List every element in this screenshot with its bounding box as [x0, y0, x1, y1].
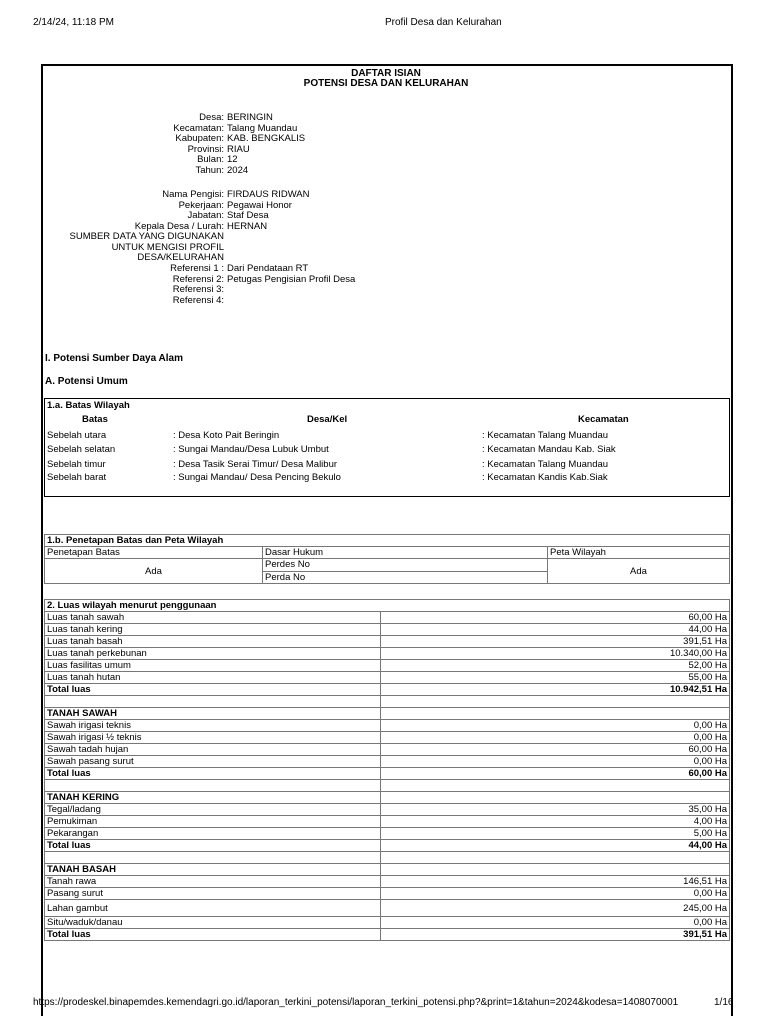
label-tahun: Tahun: — [195, 164, 224, 176]
kering-label: Tegal/ladang — [45, 804, 381, 816]
label-desa: Desa: — [199, 112, 224, 123]
page-number: 1/16 — [714, 997, 734, 1008]
batas-kec: : Kecamatan Talang Muandau — [482, 459, 609, 470]
value-provinsi: RIAU — [227, 143, 250, 155]
value-nama-pengisi: FIRDAUS RIDWAN — [227, 189, 310, 200]
batas-kec: : Kecamatan Mandau Kab. Siak — [482, 444, 616, 455]
sawah-value: 0,00 Ha — [381, 756, 730, 768]
label-sumber-1: SUMBER DATA YANG DIGUNAKAN — [69, 231, 224, 242]
sawah-label: Sawah pasang surut — [45, 756, 381, 768]
sawah-total-label: Total luas — [45, 768, 381, 780]
perda-no: Perda No — [263, 571, 548, 584]
batas-wilayah-box — [44, 398, 730, 497]
label-referensi-3: Referensi 3: — [172, 284, 224, 295]
batas-desa: : Desa Koto Pait Beringin — [173, 430, 280, 441]
value-bulan: 12 — [227, 154, 238, 165]
sawah-label: Sawah tadah hujan — [45, 744, 381, 756]
peta-wilayah-header: Peta Wilayah — [548, 547, 730, 559]
label-referensi-4: Referensi 4: — [172, 294, 224, 306]
batas-desa: : Desa Tasik Serai Timur/ Desa Malibur — [173, 459, 338, 470]
penetapan-batas-table — [44, 534, 730, 584]
print-doc-title: Profil Desa dan Kelurahan — [385, 17, 502, 28]
basah-value: 245,00 Ha — [381, 900, 730, 917]
value-kepala-desa: HERNAN — [227, 220, 268, 232]
label-referensi-1: Referensi 1 : — [170, 263, 224, 274]
kering-title: TANAH KERING — [45, 792, 381, 804]
luas-label: Luas tanah sawah — [45, 612, 381, 624]
luas-total-label: Total luas — [45, 684, 381, 696]
label-provinsi: Provinsi: — [187, 143, 224, 155]
peta-wilayah-value: Ada — [548, 559, 730, 584]
sawah-value: 0,00 Ha — [381, 732, 730, 744]
basah-label: Tanah rawa — [45, 876, 381, 888]
value-referensi-2: Petugas Pengisian Profil Desa — [227, 273, 356, 285]
value-kecamatan: Talang Muandau — [227, 122, 298, 134]
basah-value: 0,00 Ha — [381, 917, 730, 929]
title-potensi: POTENSI DESA DAN KELURAHAN — [303, 78, 469, 89]
label-kecamatan: Kecamatan: — [173, 122, 224, 134]
kering-total-value: 44,00 Ha — [381, 840, 730, 852]
luas-title: 2. Luas wilayah menurut penggunaan — [45, 600, 730, 612]
section-potensi-umum: A. Potensi Umum — [45, 376, 128, 387]
luas-value: 10.340,00 Ha — [381, 648, 730, 660]
luas-label: Luas tanah perkebunan — [45, 648, 381, 660]
luas-value: 52,00 Ha — [381, 660, 730, 672]
value-referensi-1: Dari Pendataan RT — [227, 263, 309, 274]
batas-side: Sebelah selatan — [47, 444, 116, 455]
value-jabatan: Staf Desa — [227, 210, 269, 221]
luas-value: 44,00 Ha — [381, 624, 730, 636]
kering-label: Pemukiman — [45, 816, 381, 828]
basah-value: 0,00 Ha — [381, 888, 730, 900]
batas-kec: : Kecamatan Kandis Kab.Siak — [482, 472, 608, 483]
label-sumber-3: DESA/KELURAHAN — [137, 252, 224, 263]
print-datetime: 2/14/24, 11:18 PM — [33, 17, 114, 28]
batas-wilayah-title: 1.a. Batas Wilayah — [47, 400, 130, 411]
basah-label: Pasang surut — [45, 888, 381, 900]
section-potensi-sda: I. Potensi Sumber Daya Alam — [45, 353, 184, 364]
batas-kec: : Kecamatan Talang Muandau — [482, 430, 609, 441]
sawah-total-value: 60,00 Ha — [381, 768, 730, 780]
luas-value: 391,51 Ha — [381, 636, 730, 648]
label-kabupaten: Kabupaten: — [175, 133, 224, 144]
luas-value: 55,00 Ha — [381, 672, 730, 684]
batas-header-desa: Desa/Kel — [307, 414, 348, 425]
kering-value: 5,00 Ha — [381, 828, 730, 840]
penetapan-title: 1.b. Penetapan Batas dan Peta Wilayah — [45, 535, 730, 547]
luas-label: Luas tanah basah — [45, 636, 381, 648]
luas-label: Luas tanah hutan — [45, 672, 381, 684]
luas-label: Luas tanah kering — [45, 624, 381, 636]
basah-total-label: Total luas — [45, 929, 381, 941]
penetapan-header: Penetapan Batas — [45, 547, 263, 559]
luas-value: 60,00 Ha — [381, 612, 730, 624]
label-bulan: Bulan: — [197, 154, 224, 165]
basah-value: 146,51 Ha — [381, 876, 730, 888]
sawah-title: TANAH SAWAH — [45, 708, 381, 720]
batas-side: Sebelah timur — [47, 459, 106, 470]
basah-label: Situ/waduk/danau — [45, 917, 381, 929]
sawah-label: Sawah irigasi teknis — [45, 720, 381, 732]
batas-header-kecamatan: Kecamatan — [578, 414, 629, 425]
sawah-value: 60,00 Ha — [381, 744, 730, 756]
luas-total-value: 10.942,51 Ha — [381, 684, 730, 696]
value-desa: BERINGIN — [227, 112, 273, 123]
kering-value: 35,00 Ha — [381, 804, 730, 816]
title-daftar-isian: DAFTAR ISIAN — [351, 68, 421, 79]
batas-desa: : Sungai Mandau/ Desa Pencing Bekulo — [173, 472, 341, 483]
batas-side: Sebelah utara — [47, 430, 107, 441]
label-jabatan: Jabatan: — [187, 210, 224, 221]
basah-title: TANAH BASAH — [45, 864, 381, 876]
label-pekerjaan: Pekerjaan: — [178, 199, 224, 211]
sawah-value: 0,00 Ha — [381, 720, 730, 732]
batas-side: Sebelah barat — [47, 472, 107, 483]
basah-total-value: 391,51 Ha — [381, 929, 730, 941]
dasar-hukum-header: Dasar Hukum — [263, 547, 548, 559]
batas-header-batas: Batas — [82, 414, 108, 425]
label-referensi-2: Referensi 2: — [172, 273, 224, 285]
label-nama-pengisi: Nama Pengisi: — [162, 189, 224, 200]
label-kepala-desa: Kepala Desa / Lurah: — [134, 220, 224, 232]
label-sumber-2: UNTUK MENGISI PROFIL — [111, 241, 224, 253]
batas-desa: : Sungai Mandau/Desa Lubuk Umbut — [173, 444, 329, 455]
penetapan-value: Ada — [45, 559, 263, 584]
print-url: https://prodeskel.binapemdes.kemendagri.go.id/laporan_terkini_potensi/laporan_terkini_potensi.php?&print=1&tahun=2024&kodesa=1408070001 — [33, 997, 679, 1008]
value-kabupaten: KAB. BENGKALIS — [227, 133, 306, 144]
basah-label: Lahan gambut — [45, 900, 381, 917]
kering-label: Pekarangan — [45, 828, 381, 840]
kering-total-label: Total luas — [45, 840, 381, 852]
luas-label: Luas fasilitas umum — [45, 660, 381, 672]
luas-wilayah-table — [44, 599, 730, 941]
value-tahun: 2024 — [227, 164, 249, 176]
sawah-label: Sawah irigasi ½ teknis — [45, 732, 381, 744]
perdes-no: Perdes No — [263, 559, 548, 572]
value-pekerjaan: Pegawai Honor — [227, 199, 292, 211]
kering-value: 4,00 Ha — [381, 816, 730, 828]
